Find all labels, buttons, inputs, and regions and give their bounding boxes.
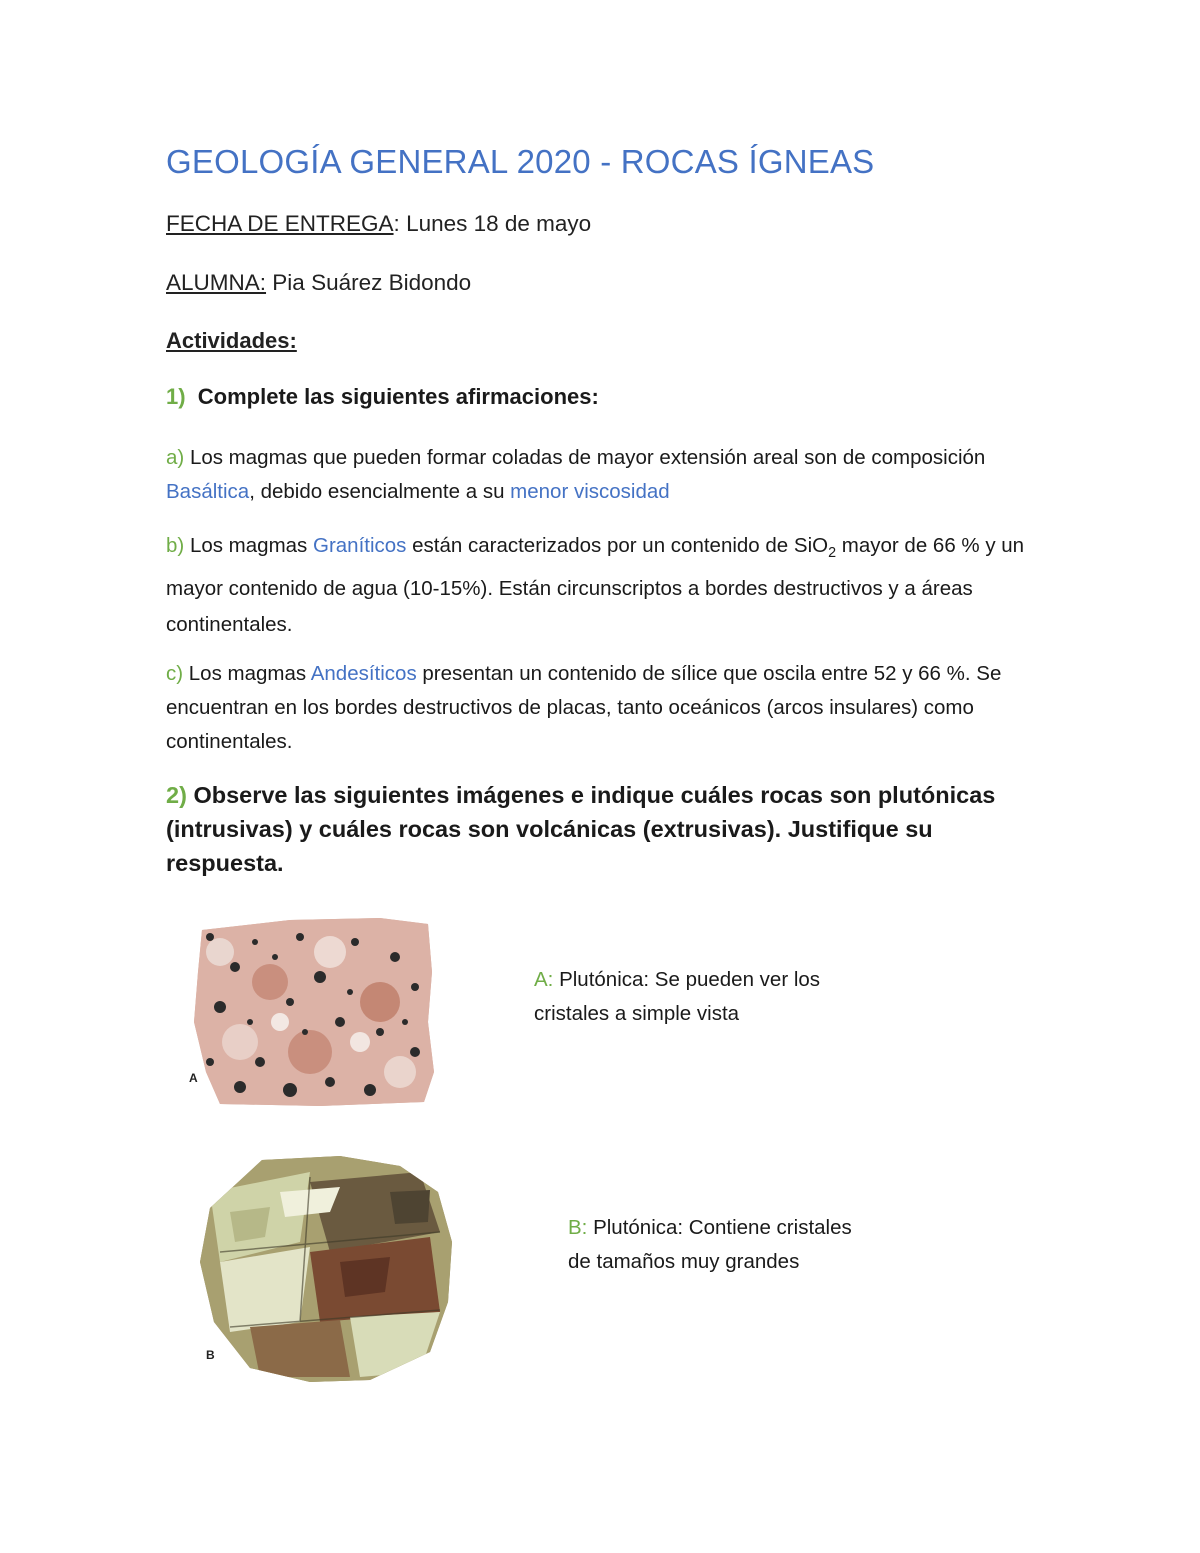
rock-b-answer-label: B: (568, 1216, 588, 1239)
page-title: GEOLOGÍA GENERAL 2020 - ROCAS ÍGNEAS (166, 143, 875, 180)
student-label: ALUMNA: (166, 270, 267, 295)
question-2-text: Observe las siguientes imágenes e indique cuáles rocas son plutónicas (intrusivas) y cuáles rocas son volcánicas (extrusivas). Justifique su respuesta. (166, 782, 996, 876)
due-date-line: FECHA DE ENTREGA: Lunes 18 de mayo (166, 211, 592, 236)
granite-rock-illustration (180, 912, 440, 1112)
due-date-label: FECHA DE ENTREGA (166, 211, 394, 236)
statement-b-text-3: mayor de 66 % y un mayor contenido de agua (10-15%). Están circunscriptos a bordes destructivos y a áreas continentales. (166, 534, 1025, 637)
student-line (166, 270, 471, 296)
statement-c-text-2: presentan un contenido de sílice que oscila entre 52 y 66 %. Se encuentran en los bordes destructivos de placas, tanto oceánicos (arcos insulares) como continentales. (166, 662, 1002, 753)
statement-c-text-1: Los magmas (188, 662, 307, 685)
question-2 (166, 778, 1046, 880)
statement-a-fill-1: Basáltica (166, 480, 250, 503)
question-1-number: 1) (166, 384, 186, 409)
statement-a-text-2: , debido esencialmente a su (249, 480, 505, 503)
rock-a-answer-text: Plutónica: Se pueden ver los cristales a simple vista (534, 968, 821, 1025)
rock-a-label: A (189, 1071, 198, 1085)
rock-b-image (190, 1152, 470, 1388)
statement-a-fill-2: menor viscosidad (510, 480, 670, 503)
statement-b-text-2: están caracterizados por un contenido de SiO (412, 534, 829, 557)
statement-c (166, 657, 1046, 759)
statement-a-text-1: Los magmas que pueden formar coladas de mayor extensión areal son de composición (189, 446, 986, 469)
rock-b-answer (568, 1211, 878, 1279)
statement-c-letter: c) (166, 662, 184, 685)
rock-b-label: B (206, 1348, 215, 1362)
question-2-number: 2) (166, 782, 187, 808)
statement-c-fill-1: Andesíticos (310, 662, 417, 685)
statement-b-letter: b) (166, 534, 185, 557)
statement-b-subscript: 2 (828, 545, 837, 562)
statement-b-fill-1: Graníticos (313, 534, 407, 557)
rock-a-answer (534, 963, 844, 1031)
statement-a-letter: a) (166, 446, 185, 469)
rock-a-image (180, 912, 440, 1112)
rock-b-answer-text: Plutónica: Contiene cristales de tamaños muy grandes (568, 1216, 852, 1273)
statement-b-text-1: Los magmas (189, 534, 308, 557)
question-1 (166, 384, 599, 410)
mica-rock-illustration (190, 1152, 470, 1388)
due-date-value: Lunes 18 de mayo (406, 211, 592, 236)
rock-a-answer-label: A: (534, 968, 554, 991)
activities-heading: Actividades: (166, 328, 297, 353)
question-1-text: Complete las siguientes afirmaciones: (197, 384, 599, 409)
statement-a (166, 441, 1046, 509)
student-name: Pia Suárez Bidondo (272, 270, 472, 295)
statement-b (166, 528, 1046, 643)
